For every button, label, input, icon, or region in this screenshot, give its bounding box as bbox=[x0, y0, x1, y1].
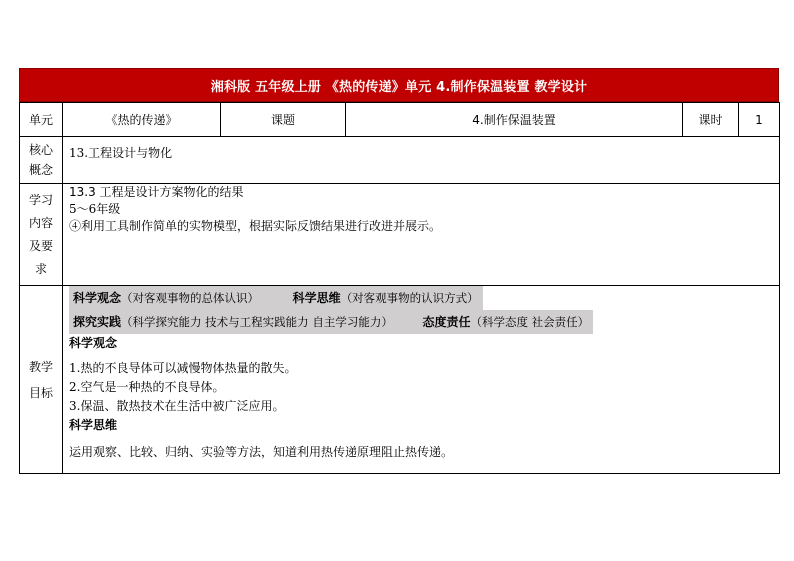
section-science-thinking-title: 科学思维 bbox=[69, 418, 118, 432]
category-science-thinking-desc: （对客观事物的认识方式） bbox=[340, 291, 479, 305]
objectives-label-line2: 目标 bbox=[28, 385, 53, 400]
category-science-thinking: 科学思维 bbox=[292, 291, 341, 305]
topic-value: 4.制作保温装置 bbox=[346, 103, 683, 137]
core-concept-row bbox=[20, 137, 780, 184]
lesson-info-table bbox=[19, 102, 780, 474]
unit-value: 《热的传递》 bbox=[63, 103, 221, 137]
period-value: 1 bbox=[739, 103, 780, 137]
category-inquiry-practice-desc: （科学探究能力 技术与工程实践能力 自主学习能力） bbox=[121, 315, 393, 329]
period-label: 课时 bbox=[683, 103, 739, 137]
objective-category-bar-2 bbox=[69, 310, 773, 334]
objective-category-bar-1 bbox=[69, 286, 773, 310]
category-attitude-responsibility: 态度责任 bbox=[422, 315, 471, 329]
objectives-label-line1: 教学 bbox=[28, 359, 53, 374]
info-row bbox=[20, 103, 780, 137]
core-concept-label bbox=[20, 137, 63, 184]
core-concept-label-line1: 核心 bbox=[28, 143, 53, 157]
category-highlight-1 bbox=[69, 286, 483, 310]
learning-label-line2: 内容 bbox=[28, 215, 53, 230]
concept-item-2: 2.空气是一种热的不良导体。 bbox=[69, 380, 225, 394]
topic-label: 课题 bbox=[221, 103, 346, 137]
category-science-concept: 科学观念 bbox=[73, 291, 122, 305]
unit-label: 单元 bbox=[20, 103, 63, 137]
concept-item-1: 1.热的不良导体可以减慢物体热量的散失。 bbox=[69, 361, 297, 375]
category-inquiry-practice: 探究实践 bbox=[73, 315, 122, 329]
learning-line-1: 13.3 工程是设计方案物化的结果 bbox=[69, 185, 244, 199]
category-highlight-2 bbox=[69, 310, 593, 334]
learning-cell bbox=[63, 184, 780, 286]
core-concept-value: 13.工程设计与物化 bbox=[69, 146, 173, 160]
core-concept-label-line2: 概念 bbox=[28, 163, 53, 177]
learning-label bbox=[20, 184, 63, 286]
category-science-concept-desc: （对客观事物的总体认识） bbox=[121, 291, 260, 305]
objectives-cell bbox=[63, 286, 780, 474]
learning-line-3: ④利用工具制作简单的实物模型，根据实际反馈结果进行改进并展示。 bbox=[69, 219, 442, 233]
objectives-label bbox=[20, 286, 63, 474]
core-concept-cell bbox=[63, 137, 780, 184]
thinking-text: 运用观察、比较、归纳、实验等方法，知道利用热传递原理阻止热传递。 bbox=[69, 445, 454, 459]
lesson-plan-document bbox=[19, 68, 779, 474]
section-science-concept-title: 科学观念 bbox=[69, 336, 118, 350]
learning-label-line1: 学习 bbox=[28, 192, 53, 207]
learning-label-line4: 求 bbox=[34, 261, 47, 276]
learning-line-2: 5～6年级 bbox=[69, 202, 121, 216]
objectives-row bbox=[20, 286, 780, 474]
concept-item-3: 3.保温、散热技术在生活中被广泛应用。 bbox=[69, 399, 285, 413]
document-title: 湘科版 五年级上册 《热的传递》单元 4.制作保温装置 教学设计 bbox=[19, 68, 779, 102]
category-attitude-responsibility-desc: （科学态度 社会责任） bbox=[470, 315, 590, 329]
learning-row bbox=[20, 184, 780, 286]
learning-label-line3: 及要 bbox=[28, 238, 53, 253]
